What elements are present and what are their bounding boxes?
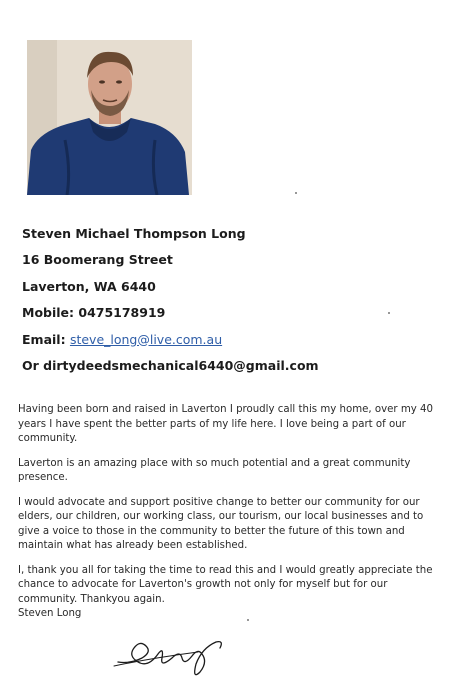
- letter-paragraph: I would advocate and support positive change to better our community for our elders, our children, our working class, our tourism, our local businesses and to give a voice to those in the community to better the future of this town and maintain what has already been established.: [18, 496, 424, 551]
- contact-street: 16 Boomerang Street: [22, 252, 173, 268]
- letter-paragraph: I, thank you all for taking the time to read this and I would greatly appreciate the chance to advocate for Laverton's growth not only for myself but for our community. Thankyou again.: [18, 564, 433, 605]
- contact-town: Laverton, WA 6440: [22, 278, 156, 294]
- contact-mobile: Mobile: 0475178919: [22, 305, 166, 321]
- contact-name: Steven Michael Thompson Long: [22, 226, 246, 241]
- scan-speck: [295, 192, 297, 194]
- letter-body: [18, 403, 444, 622]
- contact-email-line: [22, 332, 442, 348]
- contact-alt-email: Or dirtydeedsmechanical6440@gmail.com: [22, 357, 319, 373]
- letter-paragraph: Having been born and raised in Laverton I proudly call this my home, over my 40 years I have spent the better parts of my life here. I love being a part of our community.: [18, 404, 433, 444]
- handwritten-signature: [112, 628, 232, 678]
- letter-signoff: Steven Long: [18, 608, 82, 619]
- letter-paragraph: Laverton is an amazing place with so much potential and a great community presence.: [18, 457, 411, 483]
- email-label: Email:: [22, 331, 66, 347]
- email-link[interactable]: steve_long@live.com.au: [69, 331, 223, 347]
- portrait-photo: [27, 40, 192, 195]
- contact-block: [22, 226, 442, 384]
